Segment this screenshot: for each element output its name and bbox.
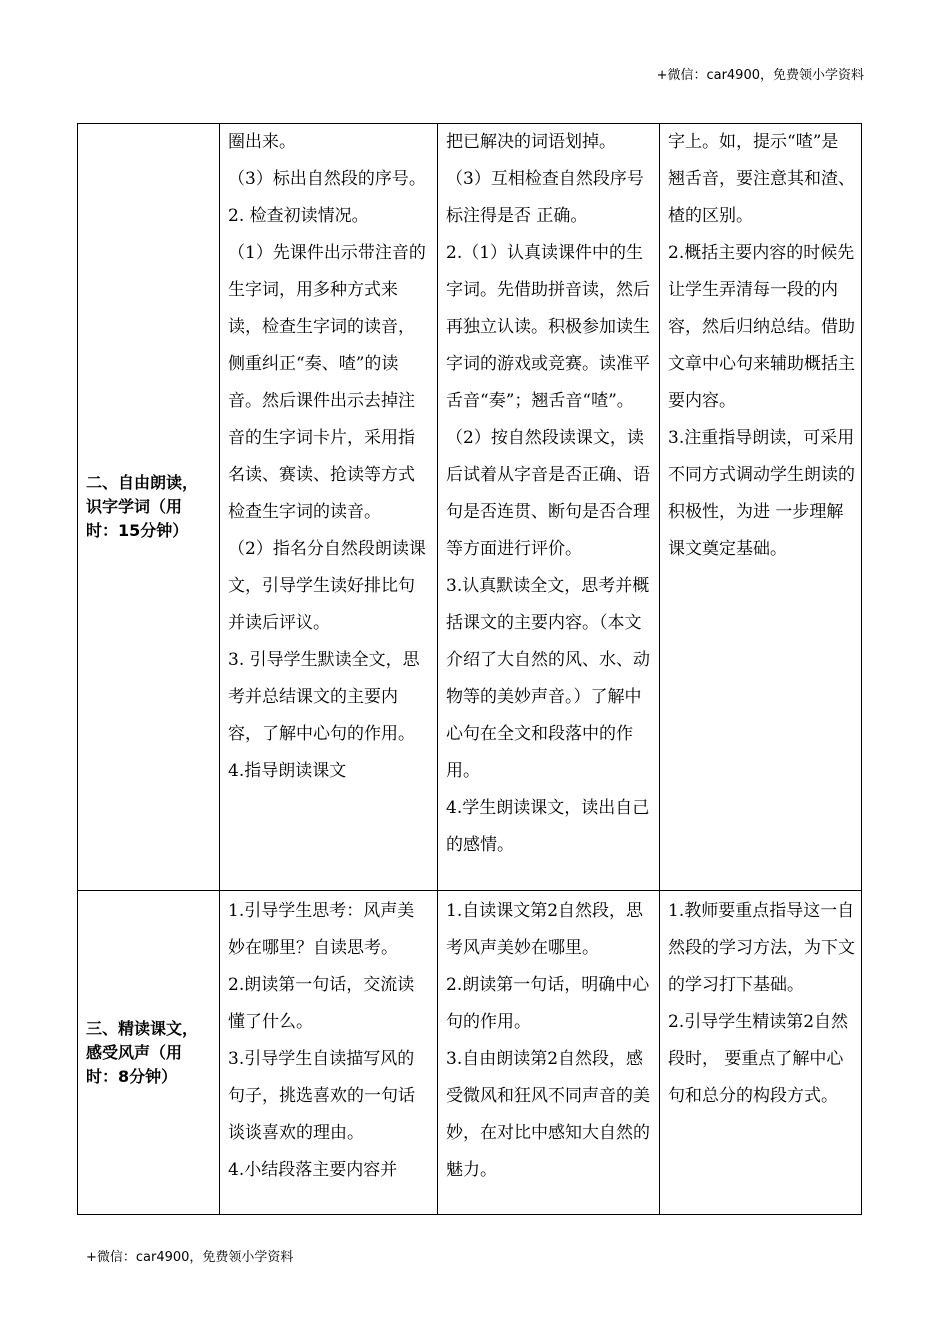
paragraph: 字上。如，提示“喳”是翘舌音，要注意其和渣、楂的区别。 bbox=[668, 132, 855, 226]
design-notes-cell bbox=[660, 891, 862, 1215]
paragraph: 1.教师要重点指导这一自然段的学习方法，为下文的学习打下基础。 bbox=[668, 901, 855, 995]
paragraph: （3）互相检查自然段序号标注得是否 正确。 bbox=[446, 169, 644, 226]
design-notes-cell bbox=[660, 124, 862, 891]
paragraph: 3.自由朗读第2自然段，感受微风和狂风不同声音的美妙，在对比中感知大自然的魅力。 bbox=[446, 1049, 650, 1180]
paragraph: 2. 检查初读情况。 bbox=[228, 206, 369, 226]
paragraph: 4.学生朗读课文，读出自己的感情。 bbox=[446, 798, 650, 855]
page-header: +微信：car4900，免费领小学资料 bbox=[656, 68, 864, 83]
lesson-plan-table bbox=[77, 123, 862, 1215]
paragraph: 2.概括主要内容的时候先让学生弄清每一段的内容，然后归纳总结。借助文章中心句来辅助概括主要内容。 bbox=[668, 243, 855, 411]
paragraph: 2.引导学生精读第2自然段时， 要重点了解中心句和总分的构段方式。 bbox=[668, 1012, 849, 1106]
paragraph: 4.小结段落主要内容并 bbox=[228, 1160, 398, 1180]
paragraph: 2.朗读第一句话，明确中心句的作用。 bbox=[446, 975, 650, 1032]
paragraph: （1）先课件出示带注音的生字词，用多种方式来读，检查生字词的读音，侧重纠正“奏、喳”的读音。然后课件出示去掉注音的生字词卡片，采用指名读、赛读、抢读等方式检查生字词的读音。 bbox=[228, 243, 426, 522]
paragraph: 1.引导学生思考：风声美妙在哪里？自读思考。 bbox=[228, 901, 415, 958]
teacher-activity-cell bbox=[220, 124, 438, 891]
student-activity-cell bbox=[438, 891, 660, 1215]
stage-label: 三、精读课文，感受风声（用时：8分钟） bbox=[78, 891, 220, 1215]
teacher-activity-cell bbox=[220, 891, 438, 1215]
paragraph: 把已解决的词语划掉。 bbox=[446, 132, 616, 152]
paragraph: 圈出来。 bbox=[228, 132, 296, 152]
paragraph: （2）按自然段读课文，读后试着从字音是否正确、语句是否连贯、断句是否合理等方面进行评价。 bbox=[446, 428, 650, 559]
student-activity-cell bbox=[438, 124, 660, 891]
page-footer: +微信：car4900，免费领小学资料 bbox=[86, 1250, 294, 1265]
table-row bbox=[78, 124, 862, 891]
paragraph: 2.（1）认真读课件中的生字词。先借助拼音读，然后再独立认读。积极参加读生字词的游戏或竞赛。读准平舌音“奏”；翘舌音“喳”。 bbox=[446, 243, 650, 411]
table-row bbox=[78, 891, 862, 1215]
paragraph: 3.注重指导朗读，可采用不同方式调动学生朗读的积极性，为进 一步理解课文奠定基础。 bbox=[668, 428, 855, 559]
paragraph: 3. 引导学生默读全文，思考并总结课文的主要内容，了解中心句的作用。 bbox=[228, 650, 420, 744]
paragraph: 2.朗读第一句话，交流读懂了什么。 bbox=[228, 975, 415, 1032]
paragraph: 4.指导朗读课文 bbox=[228, 761, 347, 781]
stage-label: 二、自由朗读，识字学词（用时：15分钟） bbox=[78, 124, 220, 891]
paragraph: 3.引导学生自读描写风的句子，挑选喜欢的一句话谈谈喜欢的理由。 bbox=[228, 1049, 415, 1143]
paragraph: （2）指名分自然段朗读课文，引导学生读好排比句并读后评议。 bbox=[228, 539, 426, 633]
paragraph: （3）标出自然段的序号。 bbox=[228, 169, 426, 189]
paragraph: 1.自读课文第2自然段，思考风声美妙在哪里。 bbox=[446, 901, 644, 958]
paragraph: 3.认真默读全文，思考并概括课文的主要内容。（本文介绍了大自然的风、水、动物等的美妙声音。）了解中心句在全文和段落中的作用。 bbox=[446, 576, 650, 781]
